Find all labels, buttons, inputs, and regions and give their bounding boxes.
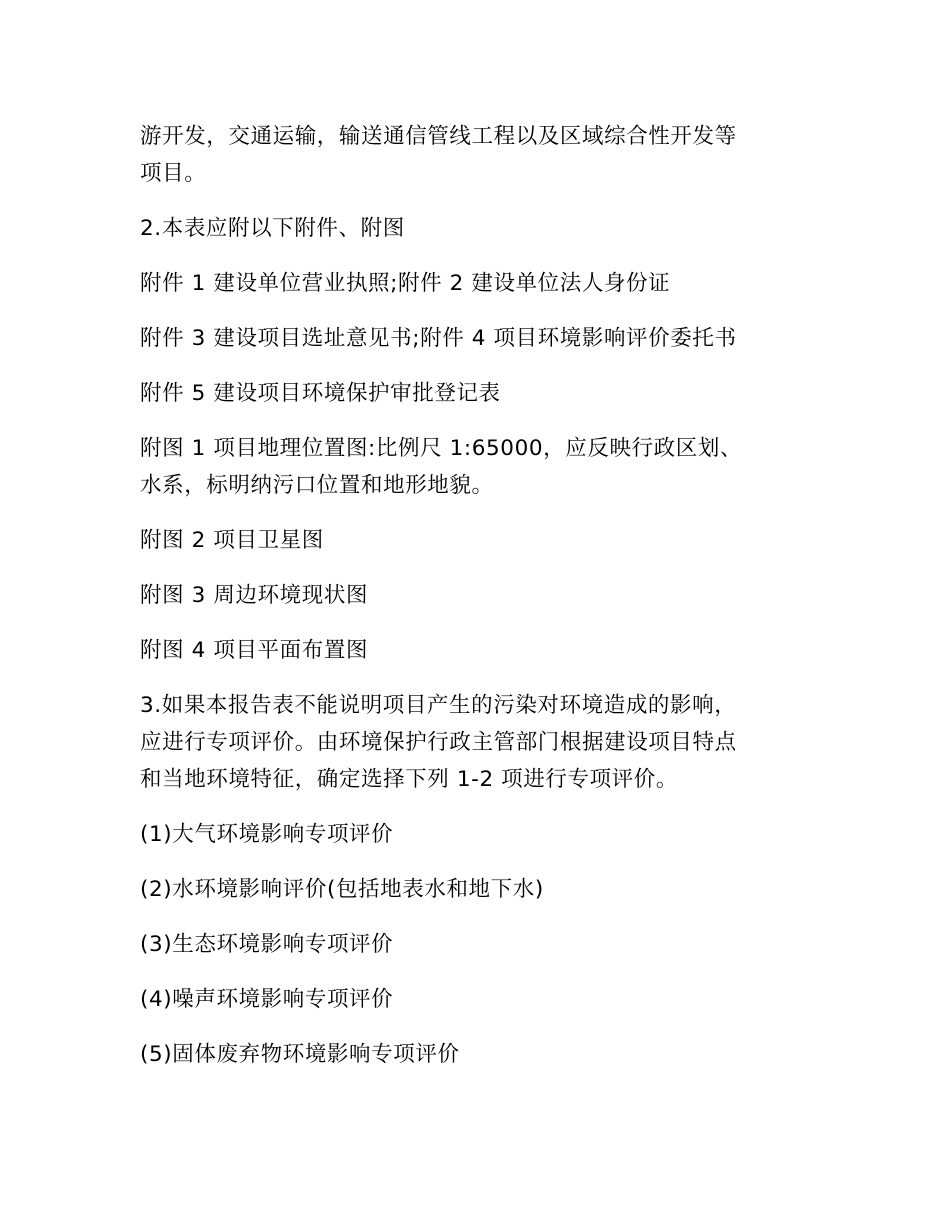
paragraph-attachment-5 — [140, 375, 810, 412]
text-line: 项目。 — [140, 161, 207, 186]
paragraph-figure-2 — [140, 522, 810, 559]
text-line: 附图 1 项目地理位置图:比例尺 1:65000，应反映行政区划、 — [140, 436, 743, 461]
text-line: 附件 3 建设项目选址意见书;附件 4 项目环境影响评价委托书 — [140, 326, 737, 351]
text-line: (2)水环境影响评价(包括地表水和地下水) — [140, 877, 544, 902]
paragraph-attachments-heading — [140, 210, 810, 247]
list-item-solid-waste — [140, 1036, 810, 1073]
paragraph-project-types — [140, 118, 810, 192]
text-line: (1)大气环境影响专项评价 — [140, 822, 394, 847]
text-line: 和当地环境特征，确定选择下列 1-2 项进行专项评价。 — [140, 767, 678, 792]
text-line: 3.如果本报告表不能说明项目产生的污染对环境造成的影响， — [140, 693, 737, 718]
paragraph-special-assessment — [140, 687, 810, 798]
paragraph-attachment-3-4 — [140, 320, 810, 357]
text-line: (3)生态环境影响专项评价 — [140, 932, 394, 957]
text-line: 附图 2 项目卫星图 — [140, 528, 324, 553]
document-body — [140, 118, 810, 1091]
text-line: 附图 4 项目平面布置图 — [140, 638, 369, 663]
paragraph-figure-1 — [140, 430, 810, 504]
paragraph-figure-4 — [140, 632, 810, 669]
list-item-water — [140, 871, 810, 908]
text-line: 游开发，交通运输，输送通信管线工程以及区域综合性开发等 — [140, 124, 737, 149]
text-line: 附图 3 周边环境现状图 — [140, 583, 369, 608]
text-line: (4)噪声环境影响专项评价 — [140, 987, 394, 1012]
list-item-ecology — [140, 926, 810, 963]
paragraph-figure-3 — [140, 577, 810, 614]
list-item-atmosphere — [140, 816, 810, 853]
text-line: 附件 5 建设项目环境保护审批登记表 — [140, 381, 501, 406]
text-line: (5)固体废弃物环境影响专项评价 — [140, 1042, 460, 1067]
text-line: 2.本表应附以下附件、附图 — [140, 216, 405, 241]
list-item-noise — [140, 981, 810, 1018]
text-line: 附件 1 建设单位营业执照;附件 2 建设单位法人身份证 — [140, 271, 671, 296]
text-line: 水系，标明纳污口位置和地形地貌。 — [140, 473, 494, 498]
text-line: 应进行专项评价。由环境保护行政主管部门根据建设项目特点 — [140, 730, 737, 755]
paragraph-attachment-1-2 — [140, 265, 810, 302]
